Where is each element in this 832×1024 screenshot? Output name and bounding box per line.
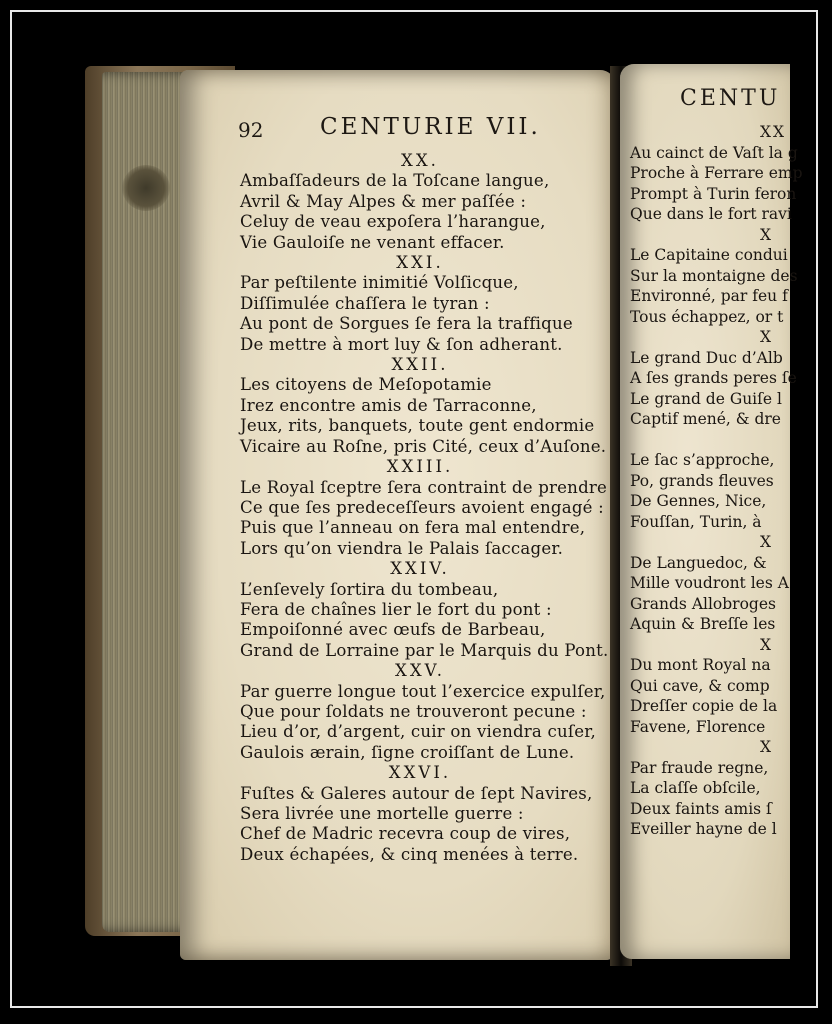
verse-line: Que pour ſoldats ne trouveront pecune : (240, 701, 587, 721)
verse-line: Par peſtilente inimitié Volſicque, (240, 273, 519, 293)
quatrain-number: X (760, 328, 774, 346)
verse-line: Irez encontre amis de Tarraconne, (240, 395, 537, 415)
verse-line: Du mont Royal na (630, 656, 771, 674)
verse-line: Celuy de veau expoſera l’harangue, (240, 212, 546, 232)
verse-line: Vie Gauloiſe ne venant effacer. (240, 232, 505, 252)
quatrain-number: X (760, 635, 774, 654)
verse-line: A ſes grands peres ſe (630, 369, 797, 387)
quatrain-number: X (760, 738, 774, 756)
verse-line: Aquin & Breſſe les (630, 615, 776, 633)
verse-line: Vicaire au Roſne, pris Cité, ceux d’Auſone. (240, 436, 607, 456)
right-page (620, 64, 803, 959)
verse-line: Mille voudront les A (630, 574, 789, 592)
quatrain-number: XXVI. (388, 763, 452, 783)
verse-line: Lors qu’on viendra le Palais ſaccager. (240, 538, 564, 558)
verse-line: Par guerre longue tout l’exercice expulſer, (240, 681, 606, 701)
verse-line: Grand de Lorraine par le Marquis du Pont. (240, 640, 609, 660)
verse-line: Au cainct de Vaſt la g (630, 143, 798, 162)
verse-block (240, 151, 620, 865)
verse-line: De mettre à mort luy & ſon adherant. (240, 334, 563, 354)
quatrain-number: XXIV. (390, 559, 450, 579)
verse-line: Sera livrée une mortelle guerre : (240, 804, 524, 823)
verse-line: Ce que ſes predeceſſeurs avoient engagé : (240, 497, 604, 517)
verse-line: Le grand Duc d’Alb (630, 348, 783, 367)
open-book (50, 50, 803, 972)
quatrain-number: XXI. (396, 253, 444, 273)
running-head: CENTURIE VII. (320, 114, 541, 140)
verse-line: Prompt à Turin feron (630, 184, 797, 203)
quatrain-number: X (760, 225, 774, 244)
verse-line: Avril & May Alpes & mer paſſée : (240, 191, 527, 211)
verse-line: Favene, Florence (630, 717, 766, 736)
quatrain-number: XXII. (391, 355, 449, 375)
quatrain-number: X (760, 533, 774, 551)
verse-line: Au pont de Sorgues ſe fera la traffique (240, 314, 573, 334)
verse-line: Puis que l’anneau on fera mal entendre, (240, 518, 586, 538)
verse-line: Sur la montaigne des (630, 266, 798, 285)
quatrain-number (630, 430, 830, 451)
verse-line: Dreſſer copie de la (630, 697, 778, 715)
verse-line: Ambaſſadeurs de la Toſcane langue, (240, 171, 550, 191)
verse-line: Grands Allobroges (630, 594, 776, 613)
verse-line: Po, grands fleuves (630, 471, 774, 490)
verse-line: Qui cave, & comp (630, 676, 770, 695)
right-running-head: CENTU (680, 86, 781, 111)
verse-line: Le grand de Guiſe l (630, 389, 782, 408)
verse-line: De Gennes, Nice, (630, 492, 767, 510)
verse-line: Deux échapées, & cinq menées à terre. (240, 844, 579, 864)
quatrain-number: XX (760, 123, 787, 141)
verse-line: Captif mené, & dre (630, 410, 781, 428)
verse-line: Que dans le fort ravi (630, 205, 792, 223)
verse-line: Environné, par feu f (630, 287, 788, 305)
verse-line: Le Capitaine condui (630, 246, 788, 264)
verse-line: Proche à Ferrare emp (630, 164, 803, 182)
quatrain-number: XXIII. (386, 457, 454, 477)
verse-line: Diſſimulée chaſſera le tyran : (240, 293, 490, 313)
stain-mark (122, 165, 170, 211)
verse-line: Par fraude regne, (630, 758, 769, 777)
page-number: 92 (238, 118, 264, 142)
verse-line: Eveiller hayne de l (630, 820, 777, 838)
verse-line: L’enſevely ſortira du tombeau, (240, 579, 499, 599)
verse-line: Gaulois ærain, ſigne croiſſant de Lune. (240, 742, 575, 762)
verse-line: De Languedoc, & (630, 553, 767, 572)
verse-line: Jeux, rits, banquets, toute gent endormie (240, 416, 595, 436)
verse-line: Chef de Madric recevra coup de vires, (240, 824, 571, 844)
verse-line: Deux faints amis ſ (630, 799, 772, 818)
left-page (180, 70, 616, 960)
verse-line: Fouſſan, Turin, à (630, 512, 762, 531)
verse-line: Fuſtes & Galeres autour de ſept Navires, (240, 783, 593, 803)
verse-line: Le Royal ſceptre ſera contraint de prendre (240, 477, 608, 497)
right-verse-block (630, 122, 830, 840)
quatrain-number: XXV. (395, 661, 445, 681)
verse-line: Lieu d’or, d’argent, cuir on viendra cuſer, (240, 722, 597, 742)
verse-line: La claſſe obſcile, (630, 779, 761, 797)
verse-line: Le ſac s’approche, (630, 451, 775, 469)
verse-line: Tous échappez, or t (630, 307, 784, 326)
verse-line: Les citoyens de Meſopotamie (240, 375, 492, 395)
verse-line: Fera de chaînes lier le fort du pont : (240, 599, 552, 619)
quatrain-number: XX. (401, 151, 439, 170)
verse-line: Empoiſonné avec œufs de Barbeau, (240, 620, 546, 640)
